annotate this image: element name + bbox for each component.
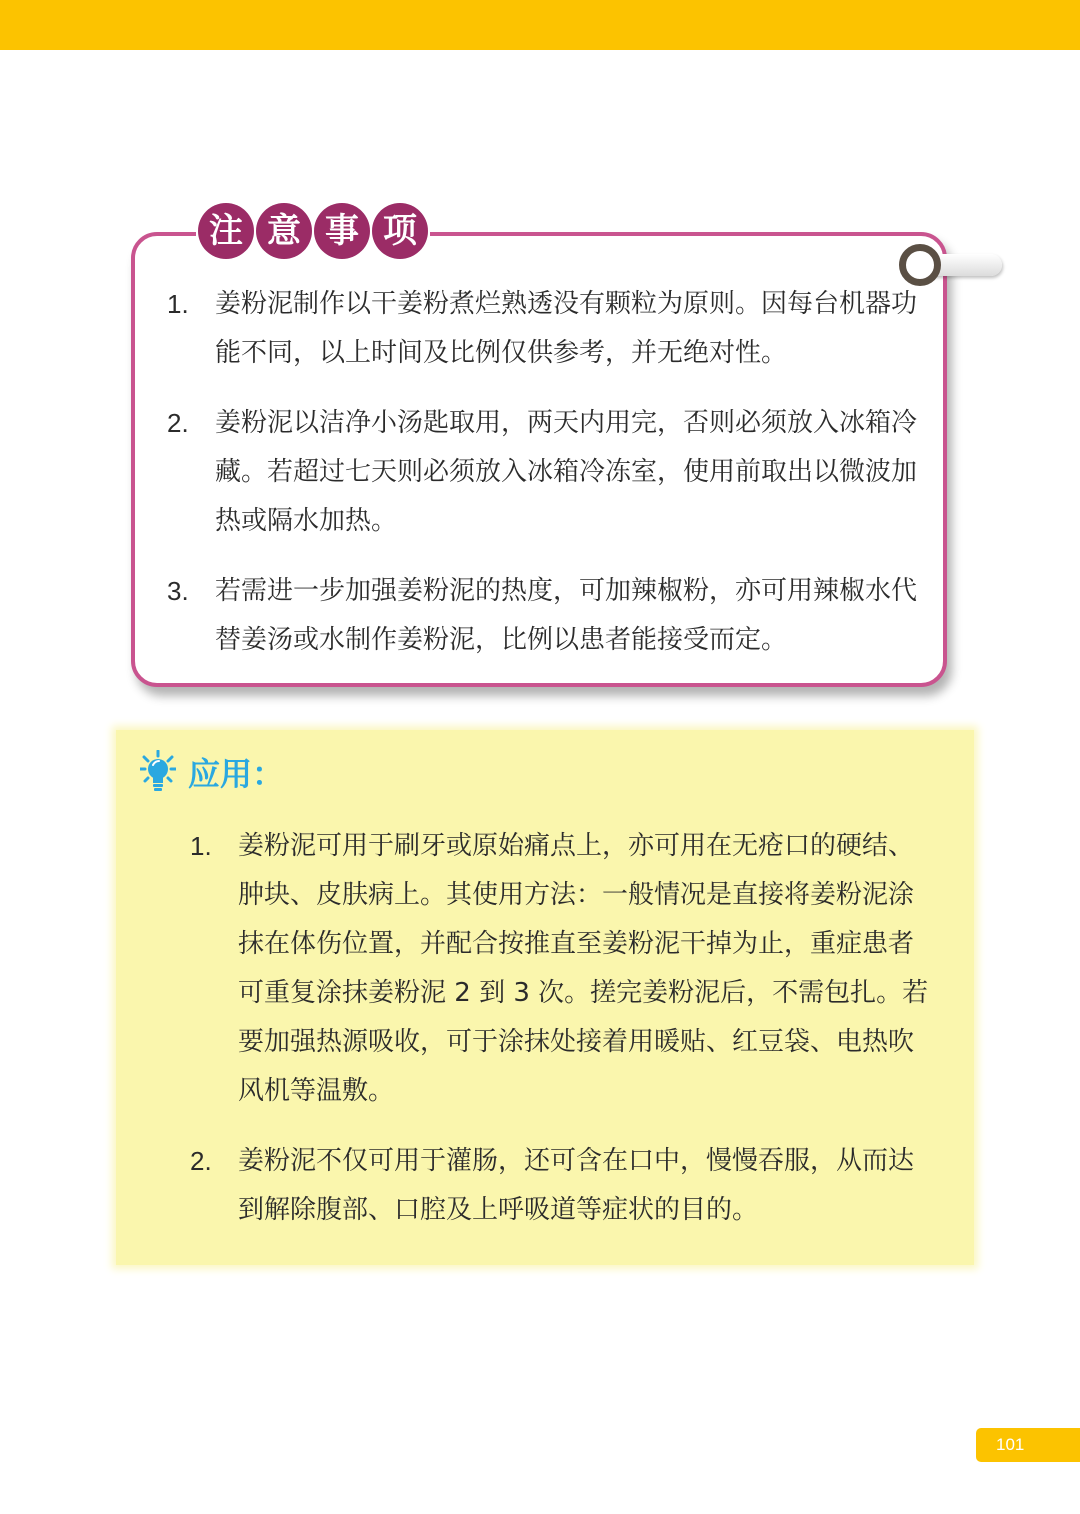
- item-number: 2.: [167, 408, 189, 438]
- notes-title-char: 注: [198, 203, 254, 259]
- notes-title-char: 项: [372, 203, 428, 259]
- item-text: 姜粉泥可用于刷牙或原始痛点上，亦可用在无疮口的硬结、肿块、皮肤病上。其使用方法：一般情况是直接将姜粉泥涂抹在体伤位置，并配合按推直至姜粉泥干掉为止，重症患者可重复涂抹姜粉泥 2 到 3 次。搓完姜粉泥后，不需包扎。若要加强热源吸收，可于涂抹处接着用暖贴、红豆袋、电热吹风机等温敷。: [238, 831, 929, 1106]
- notes-item: [165, 280, 935, 378]
- item-number: 1.: [190, 831, 212, 861]
- application-list: [188, 822, 938, 1256]
- lightbulb-icon: [140, 750, 176, 794]
- item-text: 姜粉泥以洁净小汤匙取用，两天内用完，否则必须放入冰箱冷藏。若超过七天则必须放入冰箱冷冻室，使用前取出以微波加热或隔水加热。: [215, 408, 918, 536]
- item-text: 若需进一步加强姜粉泥的热度，可加辣椒粉，亦可用辣椒水代替姜汤或水制作姜粉泥，比例以患者能接受而定。: [215, 576, 918, 655]
- notes-title-char: 意: [256, 203, 312, 259]
- notes-item: [165, 567, 935, 665]
- item-text: 姜粉泥制作以干姜粉煮烂熟透没有颗粒为原则。因每台机器功能不同，以上时间及比例仅供参考，并无绝对性。: [215, 289, 918, 368]
- item-number: 1.: [167, 289, 189, 319]
- page-number: 101: [976, 1428, 1080, 1462]
- notes-title: [196, 201, 430, 261]
- application-item: [188, 1137, 938, 1235]
- notes-title-char: 事: [314, 203, 370, 259]
- item-number: 2.: [190, 1146, 212, 1176]
- notes-item: [165, 399, 935, 546]
- application-title: 应用：: [188, 755, 285, 793]
- notes-list: [165, 280, 935, 686]
- application-header: [140, 750, 284, 794]
- item-text: 姜粉泥不仅可用于灌肠，还可含在口中，慢慢吞服，从而达到解除腹部、口腔及上呼吸道等症状的目的。: [238, 1146, 915, 1225]
- top-color-bar: [0, 0, 1080, 50]
- item-number: 3.: [167, 576, 189, 606]
- application-item: [188, 822, 938, 1116]
